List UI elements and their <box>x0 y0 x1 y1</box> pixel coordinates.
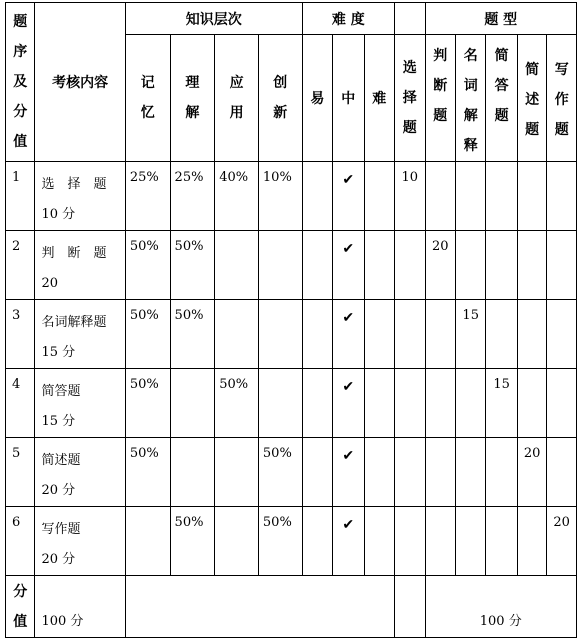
row-content <box>35 507 125 576</box>
cell-type-choice <box>395 231 425 300</box>
cell-create <box>258 231 302 300</box>
row-number: 4 <box>6 369 35 438</box>
row-content <box>35 162 125 231</box>
check-icon: ✔ <box>333 369 364 438</box>
cell-create: 50% <box>258 438 302 507</box>
cell-create <box>258 369 302 438</box>
check-icon: ✔ <box>333 438 364 507</box>
header-char: 题 <box>13 14 28 30</box>
cell-type-short-answer <box>486 438 517 507</box>
cell-hard <box>364 369 395 438</box>
cell-type-truefalse: 20 <box>425 231 455 300</box>
header-difficulty-medium: 中 <box>333 35 364 162</box>
header-row-groups <box>6 3 577 35</box>
cell-create: 50% <box>258 507 302 576</box>
header-difficulty-easy: 易 <box>302 35 332 162</box>
cell-type-choice <box>395 507 425 576</box>
header-knowledge-understand: 理 解 <box>170 35 215 162</box>
cell-apply <box>215 231 259 300</box>
cell-easy <box>302 369 332 438</box>
row-name: 简答题 <box>41 384 81 399</box>
header-row-number <box>6 3 35 162</box>
cell-understand: 50% <box>170 231 215 300</box>
check-icon: ✔ <box>333 231 364 300</box>
cell-type-brief: 20 <box>517 438 546 507</box>
cell-type-short-answer <box>486 162 517 231</box>
row-score: 10 分 <box>41 207 76 222</box>
footer-label <box>6 576 35 638</box>
footer-blank-cell <box>125 576 394 638</box>
header-type-short-answer: 简 答 题 <box>486 35 517 162</box>
cell-easy <box>302 507 332 576</box>
cell-type-writing <box>547 162 577 231</box>
cell-apply: 40% <box>215 162 259 231</box>
cell-hard <box>364 300 395 369</box>
cell-type-writing <box>547 300 577 369</box>
cell-understand <box>170 438 215 507</box>
cell-type-writing <box>547 231 577 300</box>
cell-type-choice <box>395 300 425 369</box>
cell-type-terms <box>455 162 485 231</box>
row-number: 3 <box>6 300 35 369</box>
header-char: 值 <box>13 134 28 150</box>
row-number: 5 <box>6 438 35 507</box>
table-row <box>6 438 577 507</box>
row-content <box>35 300 125 369</box>
row-content <box>35 438 125 507</box>
cell-apply <box>215 507 259 576</box>
cell-easy <box>302 231 332 300</box>
cell-understand: 50% <box>170 507 215 576</box>
table-row <box>6 369 577 438</box>
footer-total-right: 100 分 <box>425 576 577 638</box>
cell-easy <box>302 300 332 369</box>
cell-understand <box>170 369 215 438</box>
header-char: 分 <box>13 104 28 120</box>
cell-recall: 50% <box>125 369 170 438</box>
cell-type-brief <box>517 300 546 369</box>
footer-char: 分 <box>13 583 28 600</box>
header-difficulty-hard: 难 <box>364 35 395 162</box>
footer-row <box>6 576 577 638</box>
table-row <box>6 300 577 369</box>
header-knowledge-create: 创 新 <box>258 35 302 162</box>
cell-type-choice <box>395 369 425 438</box>
table-row <box>6 231 577 300</box>
header-blank-cell <box>395 3 425 35</box>
cell-type-short-answer <box>486 300 517 369</box>
table-row <box>6 162 577 231</box>
row-score: 20 分 <box>41 552 76 567</box>
cell-recall: 50% <box>125 231 170 300</box>
row-name: 名词解释题 <box>41 315 107 330</box>
footer-blank-cell <box>395 576 425 638</box>
cell-apply: 50% <box>215 369 259 438</box>
cell-recall <box>125 507 170 576</box>
cell-type-terms <box>455 507 485 576</box>
cell-type-writing <box>547 369 577 438</box>
cell-type-writing: 20 <box>547 507 577 576</box>
cell-type-truefalse <box>425 507 455 576</box>
cell-recall: 50% <box>125 300 170 369</box>
cell-hard <box>364 231 395 300</box>
cell-type-short-answer: 15 <box>486 369 517 438</box>
header-type-terms: 名 词 解 释 <box>455 35 485 162</box>
cell-type-writing <box>547 438 577 507</box>
header-type-choice: 选 择 题 <box>395 35 425 162</box>
cell-understand: 50% <box>170 300 215 369</box>
cell-type-truefalse <box>425 438 455 507</box>
footer-total-left: 100 分 <box>35 576 125 638</box>
row-name: 选择题 <box>41 177 120 192</box>
row-content <box>35 231 125 300</box>
cell-type-terms <box>455 369 485 438</box>
row-name: 判断题 <box>41 246 120 261</box>
cell-recall: 25% <box>125 162 170 231</box>
cell-create <box>258 300 302 369</box>
row-number: 6 <box>6 507 35 576</box>
cell-type-terms <box>455 231 485 300</box>
row-score: 15 分 <box>41 345 76 360</box>
header-char: 及 <box>13 74 28 90</box>
header-content: 考核内容 <box>35 3 125 162</box>
cell-type-brief <box>517 369 546 438</box>
cell-easy <box>302 162 332 231</box>
header-difficulty-group: 难 度 <box>302 3 394 35</box>
cell-type-terms <box>455 438 485 507</box>
cell-create: 10% <box>258 162 302 231</box>
cell-type-short-answer <box>486 507 517 576</box>
header-knowledge-recall: 记 忆 <box>125 35 170 162</box>
cell-type-terms: 15 <box>455 300 485 369</box>
cell-recall: 50% <box>125 438 170 507</box>
header-type-brief: 简 述 题 <box>517 35 546 162</box>
cell-type-truefalse <box>425 369 455 438</box>
header-char: 序 <box>13 44 28 60</box>
cell-understand: 25% <box>170 162 215 231</box>
header-knowledge-group: 知识层次 <box>125 3 302 35</box>
header-type-truefalse: 判 断 题 <box>425 35 455 162</box>
cell-hard <box>364 162 395 231</box>
row-content <box>35 369 125 438</box>
header-knowledge-apply: 应 用 <box>215 35 259 162</box>
cell-apply <box>215 300 259 369</box>
cell-type-choice <box>395 438 425 507</box>
cell-type-short-answer <box>486 231 517 300</box>
row-score: 20 分 <box>41 483 76 498</box>
cell-hard <box>364 507 395 576</box>
check-icon: ✔ <box>333 162 364 231</box>
cell-type-brief <box>517 231 546 300</box>
cell-hard <box>364 438 395 507</box>
exam-spec-table <box>5 2 577 638</box>
cell-type-brief <box>517 507 546 576</box>
cell-type-truefalse <box>425 162 455 231</box>
row-name: 写作题 <box>41 522 81 537</box>
header-type-writing: 写 作 题 <box>547 35 577 162</box>
cell-type-truefalse <box>425 300 455 369</box>
table-row <box>6 507 577 576</box>
row-number: 2 <box>6 231 35 300</box>
cell-easy <box>302 438 332 507</box>
header-type-group: 题 型 <box>425 3 577 35</box>
check-icon: ✔ <box>333 507 364 576</box>
row-score: 20 <box>41 276 58 291</box>
cell-type-brief <box>517 162 546 231</box>
row-number: 1 <box>6 162 35 231</box>
cell-apply <box>215 438 259 507</box>
row-name: 简述题 <box>41 453 81 468</box>
check-icon: ✔ <box>333 300 364 369</box>
cell-type-choice: 10 <box>395 162 425 231</box>
footer-char: 值 <box>13 613 28 630</box>
row-score: 15 分 <box>41 414 76 429</box>
